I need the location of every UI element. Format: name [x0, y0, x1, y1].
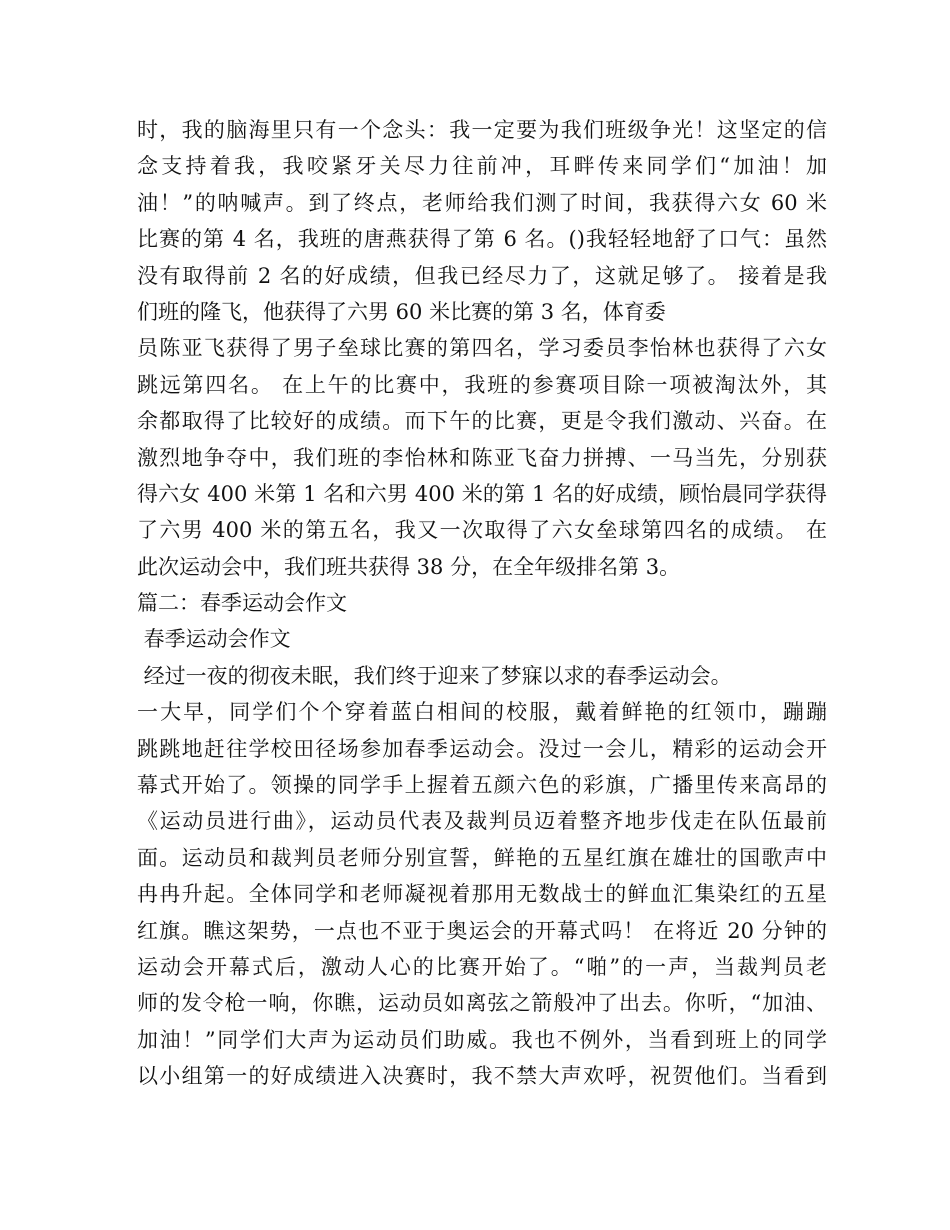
body-line-16: 经过一夜的彻夜未眠，我们终于迎来了梦寐以求的春季运动会。 — [137, 663, 732, 688]
body-line-24: 运动会开幕式后，激动人心的比赛开始了。“啪”的一声，当裁判员老 — [137, 954, 827, 979]
body-line-18: 跳跳地赶往学校田径场参加春季运动会。没过一会儿，精彩的运动会开 — [137, 736, 827, 761]
body-line-11: 得六女 400 米第 1 名和六男 400 米的第 1 名的好成绩，顾怡晨同学获得 — [137, 481, 827, 506]
body-line-26: 加油！”同学们大声为运动员们助威。我也不例外，当看到班上的同学 — [137, 1027, 827, 1052]
section-heading: 篇二：春季运动会作文 — [137, 591, 347, 616]
body-line-13: 此次运动会中，我们班共获得 38 分，在全年级排名第 3。 — [137, 554, 681, 579]
body-line-9: 余都取得了比较好的成绩。而下午的比赛，更是令我们激动、兴奋。在 — [137, 409, 827, 434]
body-line-1: 时，我的脑海里只有一个念头：我一定要为我们班级争光！这坚定的信 — [137, 118, 827, 142]
body-line-4: 比赛的第 4 名，我班的唐燕获得了第 6 名。()我轻轻地舒了口气：虽然 — [137, 227, 827, 252]
body-line-12: 了六男 400 米的第五名，我又一次取得了六女垒球第四名的成绩。 在 — [137, 518, 827, 543]
body-line-19: 幕式开始了。领操的同学手上握着五颜六色的彩旗，广播里传来高昂的 — [137, 773, 827, 798]
body-line-2: 念支持着我，我咬紧牙关尽力往前冲，耳畔传来同学们“加油！加 — [137, 154, 827, 179]
body-line-5: 没有取得前 2 名的好成绩，但我已经尽力了，这就足够了。 接着是我 — [137, 263, 827, 288]
body-line-20: 《运动员进行曲》，运动员代表及裁判员迈着整齐地步伐走在队伍最前 — [137, 809, 827, 834]
body-line-22: 冉冉升起。全体同学和老师凝视着那用无数战士的鲜血汇集染红的五星 — [137, 882, 827, 907]
body-line-27: 以小组第一的好成绩进入决赛时，我不禁大声欢呼，祝贺他们。当看到 — [137, 1064, 827, 1089]
body-line-10: 激烈地争夺中，我们班的李怡林和陈亚飞奋力拼搏、一马当先，分别获 — [137, 445, 827, 470]
body-line-17: 一大早，同学们个个穿着蓝白相间的校服，戴着鲜艳的红领巾，蹦蹦 — [137, 700, 827, 725]
body-line-6: 们班的隆飞，他获得了六男 60 米比赛的第 3 名，体育委 — [137, 299, 666, 324]
document-body — [137, 112, 827, 1095]
body-line-21: 面。运动员和裁判员老师分别宣誓，鲜艳的五星红旗在雄壮的国歌声中 — [137, 845, 827, 870]
body-line-7: 员陈亚飞获得了男子垒球比赛的第四名，学习委员李怡林也获得了六女 — [137, 336, 827, 361]
body-line-23: 红旗。瞧这架势，一点也不亚于奥运会的开幕式吗！ 在将近 20 分钟的 — [137, 918, 827, 943]
body-line-3: 油！”的呐喊声。到了终点，老师给我们测了时间，我获得六女 60 米 — [137, 190, 827, 215]
essay-title: 春季运动会作文 — [137, 627, 291, 652]
body-line-25: 师的发令枪一响，你瞧，运动员如离弦之箭般冲了出去。你听，“加油、 — [137, 991, 827, 1016]
body-line-8: 跳远第四名。 在上午的比赛中，我班的参赛项目除一项被淘汰外，其 — [137, 372, 827, 397]
